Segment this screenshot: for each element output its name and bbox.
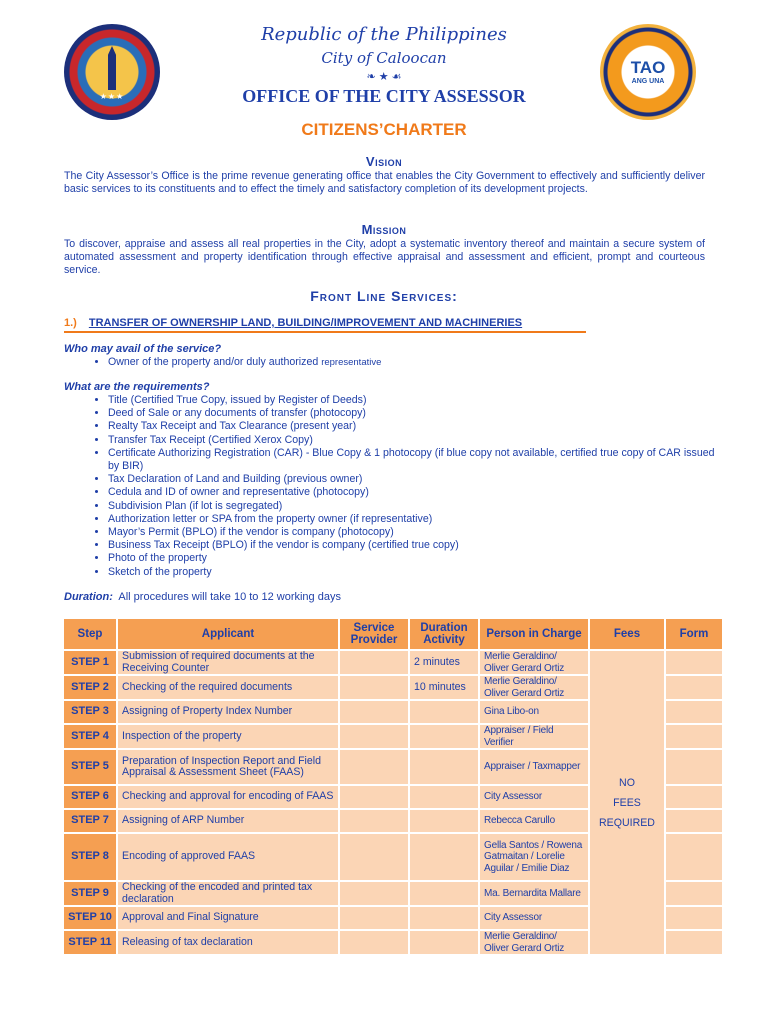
applicant-cell: Checking of the required documents [117,675,339,700]
person-cell: Merlie Geraldino/ Oliver Gerard Ortiz [479,930,589,955]
list-item: • Tax Declaration of Land and Building (previous owner) [108,473,718,486]
form-cell [665,833,723,881]
duration-text: All procedures will take 10 to 12 working days [118,591,341,603]
form-cell [665,650,723,675]
fees-line: REQUIRED [599,816,655,829]
vision-heading: Vision [365,154,403,169]
applicant-cell: Assigning of Property Index Number [117,700,339,724]
col-header-applicant: Applicant [117,618,339,650]
form-cell [665,700,723,724]
step-cell: STEP 10 [63,906,117,930]
list-item: • Realty Tax Receipt and Tax Clearance (present year) [108,420,718,433]
applicant-cell: Assigning of ARP Number [117,809,339,833]
duration-cell [409,724,479,749]
step-cell: STEP 3 [63,700,117,724]
form-cell [665,749,723,785]
step-cell: STEP 8 [63,833,117,881]
mission-text: To discover, appraise and assess all real properties in the City, adopt a systematic inventory thereof and maintain a secure system of automated assessment and property identification through effective appraisal and assessment and efficient, prompt and courteous service. [64,238,705,276]
list-item: • Authorization letter or SPA from the property owner (if representative) [108,513,718,526]
provider-cell [339,930,409,955]
person-cell: Gina Libo-on [479,700,589,724]
form-cell [665,675,723,700]
provider-cell [339,809,409,833]
duration-cell [409,930,479,955]
logo-text: TAO [630,58,666,77]
form-cell [665,785,723,809]
logo-subtext: ANG UNA [631,78,665,85]
provider-cell [339,906,409,930]
vision-text: The City Assessor’s Office is the prime revenue generating office that enables the City Government to effectively and sufficiently deliver basic services to its constituents and to effect the timely and satisfactory completion of its development projects. [64,170,705,195]
duration-cell [409,749,479,785]
service-number: 1.) [64,317,77,329]
mission-heading: Mission [361,222,407,237]
col-header-step: Step [63,618,117,650]
list-item: • Deed of Sale or any documents of transfer (photocopy) [108,407,718,420]
applicant-cell: Preparation of Inspection Report and Field Appraisal & Assessment Sheet (FAAS) [117,749,339,785]
form-cell [665,881,723,906]
duration-label: Duration: [64,591,113,603]
step-cell: STEP 11 [63,930,117,955]
list-item: • Subdivision Plan (if lot is segregated) [108,500,718,513]
city-heading: City of Caloocan [321,49,447,67]
requirements-list [88,394,718,579]
list-item: • Mayor’s Permit (BPLO) if the vendor is company (photocopy) [108,526,718,539]
list-item [108,356,718,369]
provider-cell [339,785,409,809]
republic-heading: Republic of the Philippines [261,24,507,45]
person-cell: City Assessor [479,906,589,930]
step-cell: STEP 1 [63,650,117,675]
step-cell: STEP 4 [63,724,117,749]
list-item: • Transfer Tax Receipt (Certified Xerox Copy) [108,434,718,447]
table-row [63,650,723,675]
list-item: • Certificate Authorizing Registration (CAR) - Blue Copy & 1 photocopy (if blue copy not available, certified true copy of CAR issued by BIR) [108,447,718,473]
list-item: • Photo of the property [108,552,718,565]
who-list [88,356,718,369]
list-item: • Business Tax Receipt (BPLO) if the vendor is company (certified true copy) [108,539,718,552]
person-cell: Ma. Bernardita Mallare [479,881,589,906]
provider-cell [339,833,409,881]
col-header-form: Form [665,618,723,650]
duration-line [64,591,341,603]
col-header-duration: Duration Activity [409,618,479,650]
person-cell: Gella Santos / Rowena Gatmaitan / Lorelie Aguilar / Emilie Diaz [479,833,589,881]
step-cell: STEP 9 [63,881,117,906]
form-cell [665,930,723,955]
applicant-cell: Checking and approval for encoding of FAAS [117,785,339,809]
step-cell: STEP 7 [63,809,117,833]
who-question: Who may avail of the service? [64,343,222,355]
duration-cell [409,700,479,724]
applicant-cell: Approval and Final Signature [117,906,339,930]
person-cell: Appraiser / Field Verifier [479,724,589,749]
service-title-text: TRANSFER OF OWNERSHIP LAND, BUILDING/IMPROVEMENT AND MACHINERIES [88,317,523,329]
duration-cell [409,881,479,906]
person-cell: Appraiser / Taxmapper [479,749,589,785]
step-cell: STEP 5 [63,749,117,785]
duration-cell [409,809,479,833]
applicant-cell: Checking of the encoded and printed tax declaration [117,881,339,906]
ornament-icon: ❧ ★ ☙ [366,71,402,83]
provider-cell [339,881,409,906]
office-title: OFFICE OF THE CITY ASSESSOR [242,86,526,106]
col-header-provider: Service Provider [339,618,409,650]
stars-icon: ★★★ [99,92,125,101]
provider-cell [339,724,409,749]
service-title [64,317,522,329]
steps-table [62,617,724,956]
provider-cell [339,749,409,785]
person-cell: City Assessor [479,785,589,809]
front-line-services-heading: Front Line Services: [310,288,458,304]
duration-cell: 2 minutes [409,650,479,675]
list-item: • Cedula and ID of owner and representative (photocopy) [108,486,718,499]
charter-title: CITIZENS’CHARTER [301,120,467,139]
step-cell: STEP 6 [63,785,117,809]
person-cell: Merlie Geraldino/ Oliver Gerard Ortiz [479,650,589,675]
provider-cell [339,675,409,700]
person-cell: Rebecca Carullo [479,809,589,833]
who-item-small: representative [321,357,382,368]
fees-line: FEES [613,796,641,809]
step-cell: STEP 2 [63,675,117,700]
applicant-cell: Submission of required documents at the Receiving Counter [117,650,339,675]
form-cell [665,906,723,930]
list-item: • Sketch of the property [108,566,718,579]
applicant-cell: Encoding of approved FAAS [117,833,339,881]
col-header-person: Person in Charge [479,618,589,650]
fees-cell [589,650,665,955]
form-cell [665,809,723,833]
applicant-cell: Releasing of tax declaration [117,930,339,955]
duration-cell: 10 minutes [409,675,479,700]
form-cell [665,724,723,749]
requirements-question: What are the requirements? [64,381,210,393]
duration-cell [409,785,479,809]
duration-cell [409,906,479,930]
applicant-cell: Inspection of the property [117,724,339,749]
table-header-row [63,618,723,650]
col-header-fees: Fees [589,618,665,650]
provider-cell [339,650,409,675]
service-title-underline [64,331,586,333]
who-item-main: Owner of the property and/or duly authorized [108,356,319,368]
person-cell: Merlie Geraldino/ Oliver Gerard Ortiz [479,675,589,700]
list-item: • Title (Certified True Copy, issued by Register of Deeds) [108,394,718,407]
duration-cell [409,833,479,881]
fees-line: NO [619,776,635,789]
provider-cell [339,700,409,724]
